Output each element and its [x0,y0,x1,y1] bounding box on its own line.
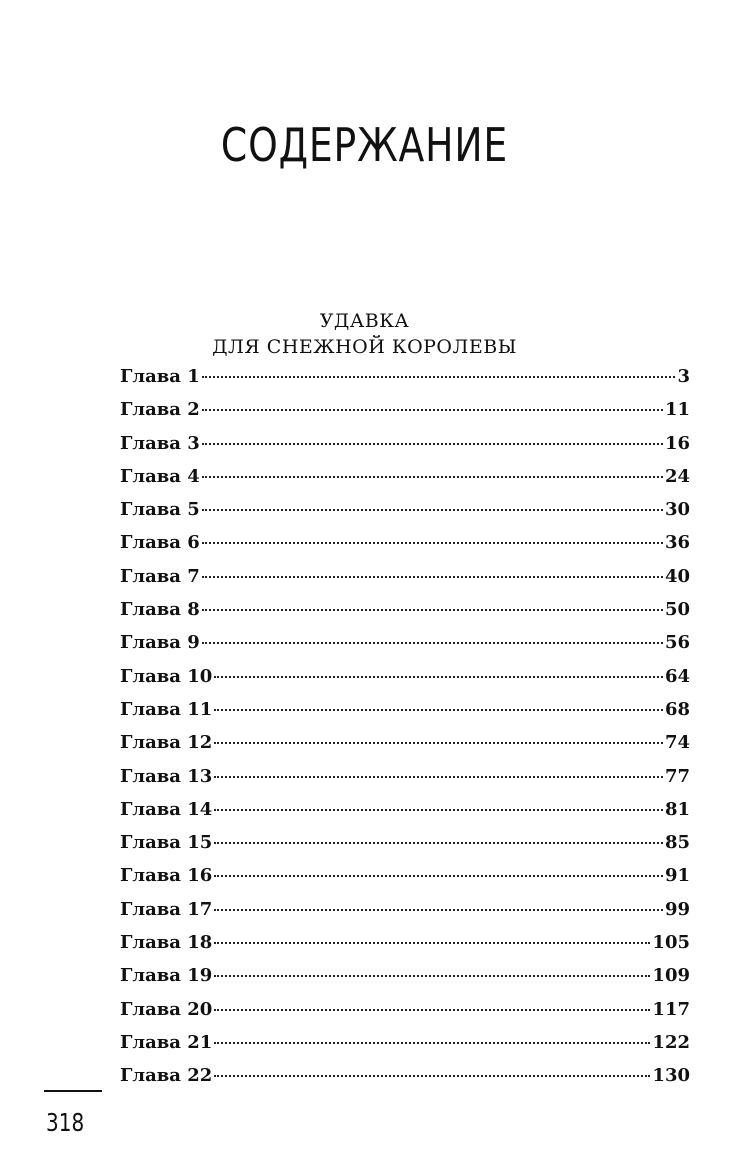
toc-dot-leader [202,509,663,511]
toc-row[interactable] [120,433,690,466]
toc-dot-leader [214,975,650,977]
toc-page-number: 105 [652,932,690,954]
toc-row[interactable] [120,566,690,599]
toc-dot-leader [214,809,663,811]
toc-row[interactable] [120,999,690,1032]
toc-chapter-label: Глава 1 [120,366,200,387]
toc-dot-leader [202,409,663,411]
toc-page-number: 30 [664,499,690,521]
toc-chapter-label: Глава 5 [120,499,200,521]
toc-chapter-label: Глава 15 [120,832,213,854]
section-title [0,308,729,360]
toc-dot-leader [202,443,663,445]
toc-dot-leader [214,676,663,678]
toc-chapter-label: Глава 11 [120,698,213,720]
toc-chapter-label: Глава 20 [120,998,213,1020]
toc-chapter-label: Глава 13 [120,765,213,787]
toc-row[interactable] [120,666,690,699]
toc-chapter-label: Глава 3 [120,432,200,454]
toc-row[interactable] [120,766,690,799]
toc-dot-leader [214,909,663,911]
toc-dot-leader [214,742,663,744]
table-of-contents [120,366,690,1099]
toc-chapter-label: Глава 4 [120,465,200,487]
toc-chapter-label: Глава 12 [120,732,213,754]
toc-page-number: 109 [652,965,690,987]
toc-page-number: 77 [664,765,690,787]
toc-chapter-label: Глава 18 [120,932,213,954]
toc-row[interactable] [120,932,690,965]
footer-rule [44,1090,102,1092]
toc-page-number: 85 [664,832,690,854]
toc-chapter-label: Глава 8 [120,599,200,621]
section-title-line-1: УДАВКА [319,310,410,332]
toc-row[interactable] [120,466,690,499]
toc-chapter-label: Глава 6 [120,532,200,554]
toc-page-number: 11 [664,399,690,421]
toc-page-number: 24 [664,465,690,487]
toc-row[interactable] [120,732,690,765]
toc-chapter-label: Глава 9 [120,632,200,654]
toc-page-number: 36 [664,532,690,554]
toc-page-number: 81 [664,798,690,820]
toc-row[interactable] [120,799,690,832]
toc-dot-leader [202,576,663,578]
toc-row[interactable] [120,1065,690,1098]
toc-dot-leader [202,642,663,644]
toc-chapter-label: Глава 22 [120,1065,213,1087]
toc-chapter-label: Глава 17 [120,898,213,920]
toc-page-number: 130 [652,1065,690,1087]
toc-page-number: 64 [664,665,690,687]
toc-page-number: 68 [664,698,690,720]
toc-row[interactable] [120,632,690,665]
toc-row[interactable] [120,599,690,632]
toc-chapter-label: Глава 14 [120,798,213,820]
toc-dot-leader [214,842,663,844]
toc-dot-leader [214,709,663,711]
toc-chapter-label: Глава 2 [120,399,200,421]
toc-row[interactable] [120,399,690,432]
toc-page-number: 56 [664,632,690,654]
toc-dot-leader [202,476,663,478]
toc-dot-leader [202,609,663,611]
section-title-line-2: ДЛЯ СНЕЖНОЙ КОРОЛЕВЫ [212,336,517,358]
toc-dot-leader [214,875,663,877]
toc-chapter-label: Глава 21 [120,1031,213,1053]
toc-page-number: 91 [664,865,690,887]
toc-row[interactable] [120,699,690,732]
toc-row[interactable] [120,1032,690,1065]
toc-dot-leader [214,1009,650,1011]
toc-dot-leader [202,542,663,544]
toc-row[interactable] [120,532,690,565]
page-number: 318 [46,1108,85,1137]
toc-chapter-label: Глава 16 [120,865,213,887]
toc-row[interactable] [120,832,690,865]
toc-chapter-label: Глава 7 [120,565,200,587]
toc-chapter-label: Глава 10 [120,665,213,687]
toc-dot-leader [214,942,650,944]
toc-dot-leader [214,776,663,778]
toc-dot-leader [214,1042,650,1044]
toc-page-number: 74 [664,732,690,754]
page-title: СОДЕРЖАНИЕ [220,118,509,172]
toc-row[interactable] [120,965,690,998]
toc-page-number: 16 [664,432,690,454]
toc-page-number: 122 [652,1031,690,1053]
toc-page-number: 50 [664,599,690,621]
toc-page-number: 99 [664,898,690,920]
toc-dot-leader [202,376,676,378]
toc-row[interactable] [120,366,690,399]
toc-row[interactable] [120,865,690,898]
toc-page-number: 3 [677,366,690,387]
toc-row[interactable] [120,899,690,932]
toc-row[interactable] [120,499,690,532]
toc-page-number: 117 [652,998,690,1020]
toc-dot-leader [214,1075,650,1077]
toc-page-number: 40 [664,565,690,587]
toc-chapter-label: Глава 19 [120,965,213,987]
